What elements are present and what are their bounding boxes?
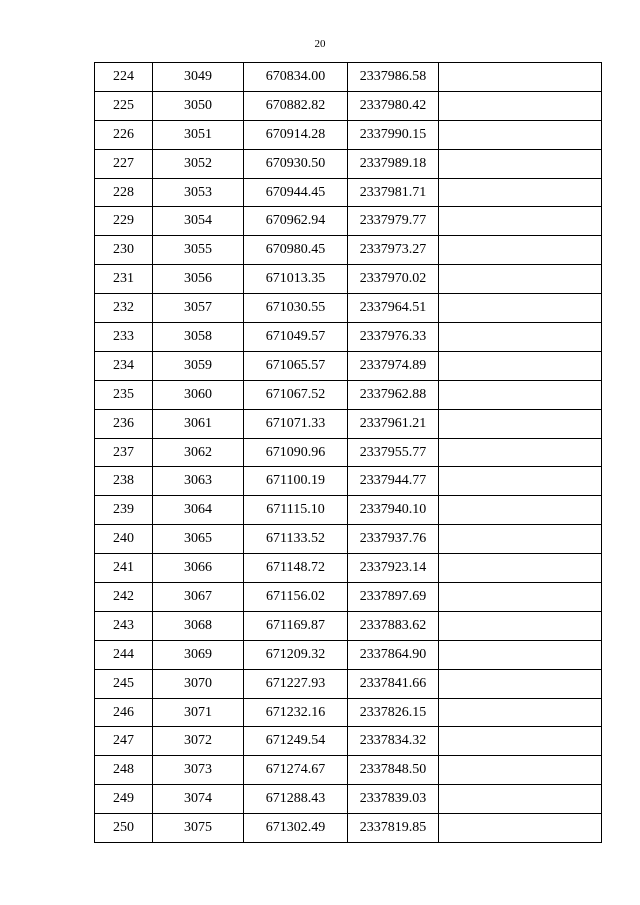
table-body <box>95 63 602 843</box>
x-coordinate-cell: 671249.54 <box>244 727 348 756</box>
point-id-cell: 3074 <box>153 785 244 814</box>
row-index-cell: 241 <box>95 554 153 583</box>
row-index-cell: 236 <box>95 409 153 438</box>
note-cell <box>439 351 602 380</box>
note-cell <box>439 265 602 294</box>
coordinate-table <box>94 62 602 843</box>
y-coordinate-cell: 2337962.88 <box>348 380 439 409</box>
note-cell <box>439 525 602 554</box>
row-index-cell: 242 <box>95 583 153 612</box>
table-row <box>95 207 602 236</box>
y-coordinate-cell: 2337834.32 <box>348 727 439 756</box>
point-id-cell: 3072 <box>153 727 244 756</box>
point-id-cell: 3049 <box>153 63 244 92</box>
x-coordinate-cell: 671227.93 <box>244 669 348 698</box>
y-coordinate-cell: 2337989.18 <box>348 149 439 178</box>
y-coordinate-cell: 2337961.21 <box>348 409 439 438</box>
table-row <box>95 727 602 756</box>
x-coordinate-cell: 671071.33 <box>244 409 348 438</box>
table-row <box>95 265 602 294</box>
row-index-cell: 247 <box>95 727 153 756</box>
y-coordinate-cell: 2337883.62 <box>348 611 439 640</box>
point-id-cell: 3056 <box>153 265 244 294</box>
note-cell <box>439 149 602 178</box>
table-row <box>95 698 602 727</box>
point-id-cell: 3062 <box>153 438 244 467</box>
x-coordinate-cell: 671302.49 <box>244 814 348 843</box>
table-row <box>95 63 602 92</box>
table-row <box>95 438 602 467</box>
note-cell <box>439 640 602 669</box>
page-number: 20 <box>314 38 326 50</box>
y-coordinate-cell: 2337826.15 <box>348 698 439 727</box>
y-coordinate-cell: 2337944.77 <box>348 467 439 496</box>
point-id-cell: 3059 <box>153 351 244 380</box>
row-index-cell: 227 <box>95 149 153 178</box>
point-id-cell: 3064 <box>153 496 244 525</box>
y-coordinate-cell: 2337864.90 <box>348 640 439 669</box>
row-index-cell: 224 <box>95 63 153 92</box>
point-id-cell: 3060 <box>153 380 244 409</box>
note-cell <box>439 409 602 438</box>
row-index-cell: 249 <box>95 785 153 814</box>
y-coordinate-cell: 2337955.77 <box>348 438 439 467</box>
row-index-cell: 230 <box>95 236 153 265</box>
y-coordinate-cell: 2337973.27 <box>348 236 439 265</box>
note-cell <box>439 467 602 496</box>
point-id-cell: 3051 <box>153 120 244 149</box>
x-coordinate-cell: 671274.67 <box>244 756 348 785</box>
point-id-cell: 3068 <box>153 611 244 640</box>
row-index-cell: 244 <box>95 640 153 669</box>
point-id-cell: 3061 <box>153 409 244 438</box>
table-row <box>95 236 602 265</box>
note-cell <box>439 91 602 120</box>
row-index-cell: 250 <box>95 814 153 843</box>
x-coordinate-cell: 671115.10 <box>244 496 348 525</box>
point-id-cell: 3055 <box>153 236 244 265</box>
table-row <box>95 785 602 814</box>
y-coordinate-cell: 2337970.02 <box>348 265 439 294</box>
y-coordinate-cell: 2337819.85 <box>348 814 439 843</box>
point-id-cell: 3069 <box>153 640 244 669</box>
table-row <box>95 323 602 352</box>
row-index-cell: 245 <box>95 669 153 698</box>
point-id-cell: 3054 <box>153 207 244 236</box>
x-coordinate-cell: 671232.16 <box>244 698 348 727</box>
table-row <box>95 178 602 207</box>
row-index-cell: 226 <box>95 120 153 149</box>
row-index-cell: 237 <box>95 438 153 467</box>
row-index-cell: 246 <box>95 698 153 727</box>
x-coordinate-cell: 671013.35 <box>244 265 348 294</box>
y-coordinate-cell: 2337990.15 <box>348 120 439 149</box>
y-coordinate-cell: 2337940.10 <box>348 496 439 525</box>
note-cell <box>439 323 602 352</box>
note-cell <box>439 814 602 843</box>
note-cell <box>439 438 602 467</box>
x-coordinate-cell: 670980.45 <box>244 236 348 265</box>
x-coordinate-cell: 671065.57 <box>244 351 348 380</box>
note-cell <box>439 727 602 756</box>
x-coordinate-cell: 671090.96 <box>244 438 348 467</box>
row-index-cell: 229 <box>95 207 153 236</box>
note-cell <box>439 63 602 92</box>
y-coordinate-cell: 2337986.58 <box>348 63 439 92</box>
row-index-cell: 248 <box>95 756 153 785</box>
point-id-cell: 3058 <box>153 323 244 352</box>
x-coordinate-cell: 671067.52 <box>244 380 348 409</box>
note-cell <box>439 294 602 323</box>
x-coordinate-cell: 670914.28 <box>244 120 348 149</box>
row-index-cell: 235 <box>95 380 153 409</box>
note-cell <box>439 207 602 236</box>
note-cell <box>439 756 602 785</box>
x-coordinate-cell: 671156.02 <box>244 583 348 612</box>
table-row <box>95 467 602 496</box>
y-coordinate-cell: 2337848.50 <box>348 756 439 785</box>
point-id-cell: 3065 <box>153 525 244 554</box>
table-row <box>95 554 602 583</box>
row-index-cell: 238 <box>95 467 153 496</box>
table-row <box>95 149 602 178</box>
x-coordinate-cell: 671209.32 <box>244 640 348 669</box>
point-id-cell: 3071 <box>153 698 244 727</box>
x-coordinate-cell: 671049.57 <box>244 323 348 352</box>
x-coordinate-cell: 671133.52 <box>244 525 348 554</box>
y-coordinate-cell: 2337937.76 <box>348 525 439 554</box>
point-id-cell: 3057 <box>153 294 244 323</box>
y-coordinate-cell: 2337897.69 <box>348 583 439 612</box>
row-index-cell: 231 <box>95 265 153 294</box>
x-coordinate-cell: 671030.55 <box>244 294 348 323</box>
row-index-cell: 239 <box>95 496 153 525</box>
table-row <box>95 611 602 640</box>
table-row <box>95 525 602 554</box>
table-row <box>95 409 602 438</box>
row-index-cell: 243 <box>95 611 153 640</box>
y-coordinate-cell: 2337979.77 <box>348 207 439 236</box>
table-row <box>95 669 602 698</box>
table-row <box>95 351 602 380</box>
note-cell <box>439 380 602 409</box>
table-row <box>95 380 602 409</box>
note-cell <box>439 785 602 814</box>
point-id-cell: 3066 <box>153 554 244 583</box>
table-row <box>95 814 602 843</box>
note-cell <box>439 583 602 612</box>
y-coordinate-cell: 2337839.03 <box>348 785 439 814</box>
point-id-cell: 3050 <box>153 91 244 120</box>
x-coordinate-cell: 670962.94 <box>244 207 348 236</box>
note-cell <box>439 120 602 149</box>
row-index-cell: 234 <box>95 351 153 380</box>
note-cell <box>439 698 602 727</box>
point-id-cell: 3067 <box>153 583 244 612</box>
x-coordinate-cell: 670882.82 <box>244 91 348 120</box>
row-index-cell: 240 <box>95 525 153 554</box>
note-cell <box>439 236 602 265</box>
table-row <box>95 91 602 120</box>
point-id-cell: 3052 <box>153 149 244 178</box>
y-coordinate-cell: 2337976.33 <box>348 323 439 352</box>
x-coordinate-cell: 671148.72 <box>244 554 348 583</box>
x-coordinate-cell: 670944.45 <box>244 178 348 207</box>
row-index-cell: 228 <box>95 178 153 207</box>
y-coordinate-cell: 2337980.42 <box>348 91 439 120</box>
row-index-cell: 232 <box>95 294 153 323</box>
x-coordinate-cell: 671288.43 <box>244 785 348 814</box>
y-coordinate-cell: 2337981.71 <box>348 178 439 207</box>
note-cell <box>439 496 602 525</box>
row-index-cell: 233 <box>95 323 153 352</box>
point-id-cell: 3063 <box>153 467 244 496</box>
table-row <box>95 583 602 612</box>
row-index-cell: 225 <box>95 91 153 120</box>
table-row <box>95 640 602 669</box>
point-id-cell: 3053 <box>153 178 244 207</box>
table-row <box>95 120 602 149</box>
y-coordinate-cell: 2337841.66 <box>348 669 439 698</box>
note-cell <box>439 554 602 583</box>
table-row <box>95 294 602 323</box>
point-id-cell: 3070 <box>153 669 244 698</box>
y-coordinate-cell: 2337923.14 <box>348 554 439 583</box>
y-coordinate-cell: 2337964.51 <box>348 294 439 323</box>
y-coordinate-cell: 2337974.89 <box>348 351 439 380</box>
note-cell <box>439 178 602 207</box>
x-coordinate-cell: 671100.19 <box>244 467 348 496</box>
point-id-cell: 3075 <box>153 814 244 843</box>
x-coordinate-cell: 670930.50 <box>244 149 348 178</box>
note-cell <box>439 611 602 640</box>
x-coordinate-cell: 671169.87 <box>244 611 348 640</box>
point-id-cell: 3073 <box>153 756 244 785</box>
x-coordinate-cell: 670834.00 <box>244 63 348 92</box>
note-cell <box>439 669 602 698</box>
table-row <box>95 496 602 525</box>
table-row <box>95 756 602 785</box>
